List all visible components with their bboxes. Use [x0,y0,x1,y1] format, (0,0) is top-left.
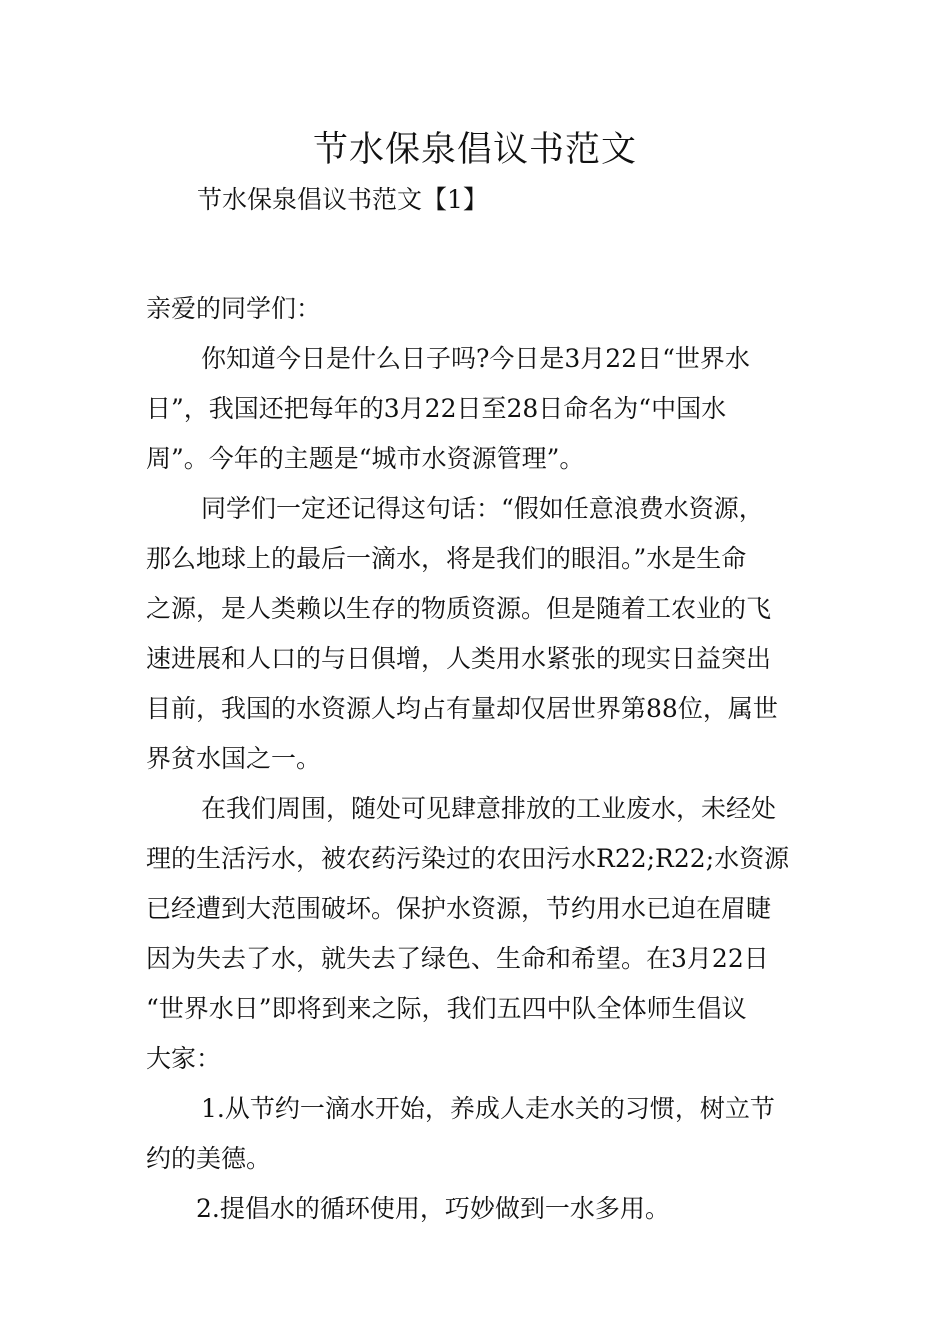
paragraph-line: 速进展和人口的与日俱增，人类用水紧张的现实日益突出 [146,644,772,673]
paragraph-line: 同学们一定还记得这句话：“假如任意浪费水资源， [201,494,764,523]
list-item-line: 1.从节约一滴水开始，养成人走水关的习惯，树立节 [201,1094,775,1123]
paragraph-line: 周”。今年的主题是“城市水资源管理”。 [146,444,585,473]
paragraph-line: 目前，我国的水资源人均占有量却仅居世界第88位，属世 [146,694,778,723]
list-item-line: 约的美德。 [146,1144,272,1173]
paragraph-line: “世界水日”即将到来之际，我们五四中队全体师生倡议 [146,994,747,1023]
paragraph-line: 你知道今日是什么日子吗?今日是3月22日“世界水 [201,344,750,373]
paragraph-line: 日”，我国还把每年的3月22日至28日命名为“中国水 [146,394,727,423]
paragraph-line: 因为失去了水，就失去了绿色、生命和希望。在3月22日 [146,944,769,973]
document-body [146,284,810,1234]
paragraph-line: 理的生活污水，被农药污染过的农田污水R22;R22;水资源 [146,844,790,873]
paragraph-line: 之源，是人类赖以生存的物质资源。但是随着工农业的飞 [146,594,772,623]
salutation-line: 亲爱的同学们： [146,294,322,323]
document-subtitle: 节水保泉倡议书范文【1】 [197,185,488,214]
list-item-line: 2.提倡水的循环使用，巧妙做到一水多用。 [196,1194,670,1223]
paragraph-line: 那么地球上的最后一滴水，将是我们的眼泪。”水是生命 [146,544,747,573]
paragraph-line: 已经遭到大范围破坏。保护水资源，节约用水已迫在眉睫 [146,894,772,923]
paragraph-line: 大家： [146,1044,222,1073]
paragraph-line: 在我们周围，随处可见肆意排放的工业废水，未经处 [201,794,777,823]
document-title: 节水保泉倡议书范文 [312,130,637,170]
paragraph-line: 界贫水国之一。 [146,744,322,773]
